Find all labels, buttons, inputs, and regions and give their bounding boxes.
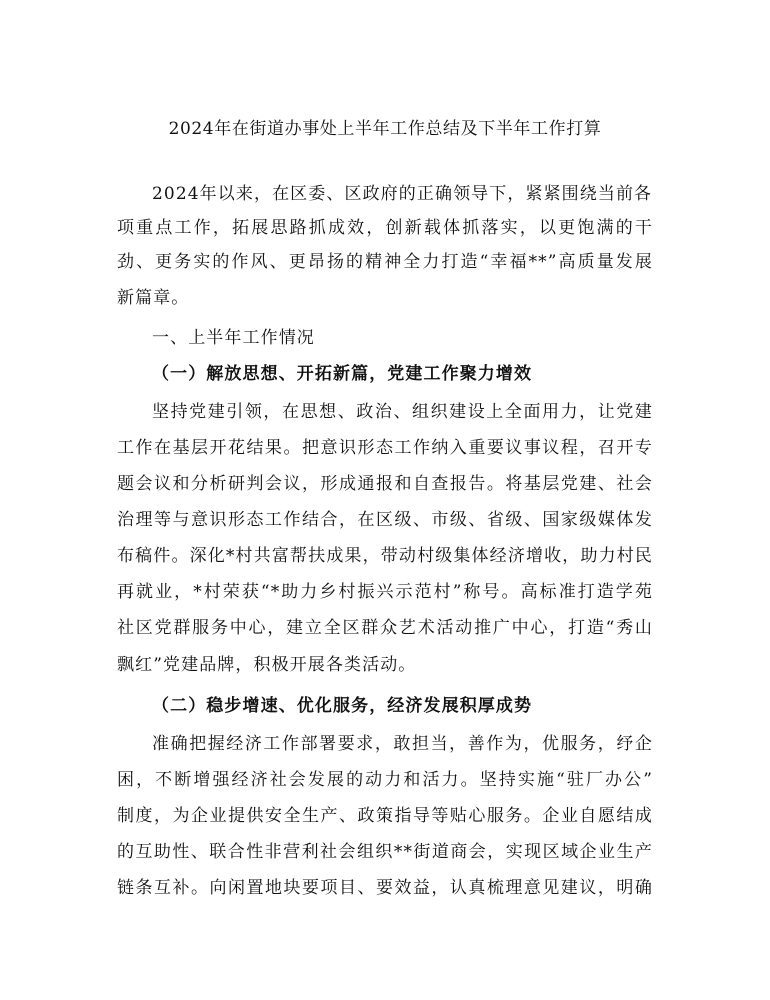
sub1-line-4: 治理等与意识形态工作结合，在区级、市级、省级、国家级媒体发 xyxy=(117,510,653,530)
sub2-line-4: 的互助性、联合性非营利社会组织**街道商会，实现区域企业生产 xyxy=(117,842,653,862)
intro-line-2: 项重点工作，拓展思路抓成效，创新载体抓落实，以更饱满的干 xyxy=(117,218,653,238)
document-title: 2024年在街道办事处上半年工作总结及下半年工作打算 xyxy=(168,119,602,139)
sub2-line-2: 困，不断增强经济社会发展的动力和活力。坚持实施“驻厂办公” xyxy=(117,770,653,790)
intro-line-3: 劲、更务实的作风、更昂扬的精神全力打造“幸福**”高质量发展 xyxy=(117,252,653,272)
sub1-line-8: 飘红”党建品牌，积极开展各类活动。 xyxy=(117,655,417,675)
sub2-line-1: 准确把握经济工作部署要求，敢担当，善作为，优服务，纾企 xyxy=(152,734,653,754)
section1-heading: 一、上半年工作情况 xyxy=(152,328,315,348)
sub2-line-5: 链条互补。向闲置地块要项目、要效益，认真梳理意见建议，明确 xyxy=(117,878,653,898)
sub1-line-3: 题会议和分析研判会议，形成通报和自查报告。将基层党建、社会 xyxy=(117,474,653,494)
sub1-line-7: 社区党群服务中心，建立全区群众艺术活动推广中心，打造“秀山 xyxy=(117,618,653,638)
sub1-line-1: 坚持党建引领，在思想、政治、组织建设上全面用力，让党建 xyxy=(152,402,653,422)
sub1-line-2: 工作在基层开花结果。把意识形态工作纳入重要议事议程，召开专 xyxy=(117,438,653,458)
sub2-heading: （二）稳步增速、优化服务，经济发展积厚成势 xyxy=(152,696,533,716)
intro-line-1: 2024年以来，在区委、区政府的正确领导下，紧紧围绕当前各 xyxy=(152,184,653,204)
sub1-line-6: 再就业，*村荣获“*助力乡村振兴示范村”称号。高标准打造学苑 xyxy=(117,582,653,602)
sub1-line-5: 布稿件。深化*村共富帮扶成果，带动村级集体经济增收，助力村民 xyxy=(117,546,653,566)
sub2-line-3: 制度，为企业提供安全生产、政策指导等贴心服务。企业自愿结成 xyxy=(117,806,653,826)
intro-line-4: 新篇章。 xyxy=(117,288,190,308)
sub1-heading: （一）解放思想、开拓新篇，党建工作聚力增效 xyxy=(152,364,533,384)
